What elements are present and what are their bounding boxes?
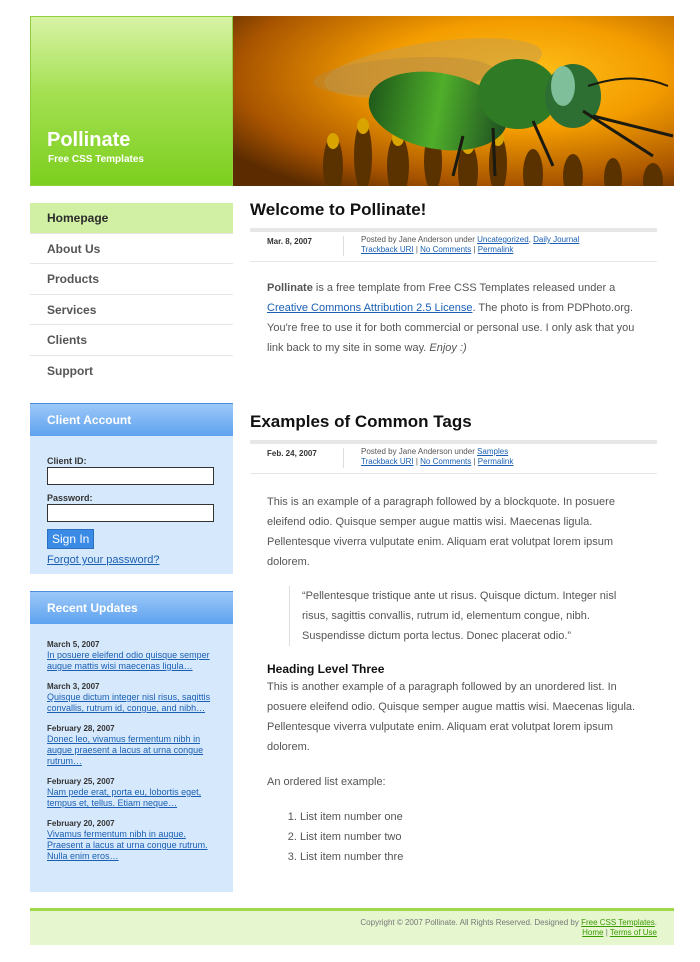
logo-subtitle: Free CSS Templates bbox=[48, 154, 144, 165]
posted-by: Posted by Jane Anderson under bbox=[361, 235, 475, 244]
post-paragraph bbox=[267, 278, 640, 358]
header-bee-photo bbox=[233, 16, 674, 186]
update-item bbox=[47, 724, 216, 767]
post-title[interactable]: Welcome to Pollinate! bbox=[250, 200, 427, 219]
comments-link[interactable]: No Comments bbox=[420, 457, 472, 466]
update-link[interactable]: Vivamus fermentum nibh in augue. Praesent a lacus at urna congue rutrum. Nulla enim eros… bbox=[47, 829, 208, 861]
main-menu bbox=[30, 203, 233, 386]
list-item: 3. List item number thre bbox=[300, 847, 640, 867]
trackback-link[interactable]: Trackback URI bbox=[361, 457, 414, 466]
recent-updates-title: Recent Updates bbox=[30, 591, 233, 624]
enjoy-text: Enjoy :) bbox=[429, 342, 467, 354]
update-item bbox=[47, 777, 216, 809]
paragraph-text: . The photo is from PDPhoto.org. You're free to use it for both commercial or personal use. I only ask that you link back to my site in some way. bbox=[267, 302, 635, 354]
trackback-link[interactable]: Trackback URI bbox=[361, 245, 414, 254]
footer-home-link[interactable]: Home bbox=[582, 928, 604, 937]
post-paragraph: This is an example of a paragraph followed by a blockquote. In posuere eleifend odio. Quisque semper augue mattis wisi. Maecenas ligula. Pellentesque viverra vulputate enim. Aliquam erat volutpat lorem ipsum dolorem. bbox=[267, 496, 615, 568]
client-id-label: Client ID: bbox=[47, 456, 87, 466]
password-label: Password: bbox=[47, 493, 93, 503]
footer-terms-link[interactable]: Terms of Use bbox=[609, 928, 657, 937]
logo-title[interactable]: Pollinate bbox=[47, 129, 131, 151]
menu-item-products[interactable]: Products bbox=[30, 264, 233, 295]
update-link[interactable]: Nam pede erat, porta eu, lobortis eget, tempus et, tellus. Etiam neque… bbox=[47, 787, 202, 808]
update-date: March 5, 2007 bbox=[47, 640, 100, 649]
posted-by: Posted by Jane Anderson under bbox=[361, 447, 475, 456]
footer-line: Copyright © 2007 Pollinate. All Rights Reserved. Designed by Free CSS Templates. bbox=[360, 918, 657, 927]
update-item bbox=[47, 682, 216, 714]
menu-item-homepage[interactable]: Homepage bbox=[30, 203, 233, 234]
update-link[interactable]: Quisque dictum integer nisl risus, sagittis convallis, rutrum id, congue, and nibh… bbox=[47, 692, 211, 713]
copyright-text: Copyright © 2007 Pollinate. All Rights Reserved. Designed by bbox=[360, 918, 579, 927]
logo-block[interactable] bbox=[30, 16, 233, 186]
update-date: February 25, 2007 bbox=[47, 777, 115, 786]
comments-link[interactable]: No Comments bbox=[420, 245, 472, 254]
post bbox=[250, 412, 657, 867]
category-link[interactable]: Uncategorized bbox=[477, 235, 529, 244]
ordered-list bbox=[300, 807, 640, 867]
post-info: Posted by Jane Anderson under Uncategorized, Daily Journal Trackback URI | No Comments | Permalink bbox=[361, 235, 580, 254]
footer bbox=[30, 908, 674, 945]
footer-links: Home | Terms of Use bbox=[582, 928, 657, 937]
header bbox=[30, 16, 674, 186]
menu-item-support[interactable]: Support bbox=[47, 363, 93, 378]
update-item bbox=[47, 640, 216, 672]
menu-item-about-us[interactable]: About Us bbox=[30, 234, 233, 265]
update-link[interactable]: Donec leo, vivamus fermentum nibh in augue praesent a lacus at urna congue rutrum… bbox=[47, 734, 204, 766]
sign-in-button[interactable]: Sign In bbox=[47, 529, 94, 549]
bee-illustration bbox=[233, 16, 674, 186]
heading-level-three: Heading Level Three bbox=[267, 662, 385, 676]
post-meta bbox=[250, 440, 657, 474]
post-date: Feb. 24, 2007 bbox=[267, 449, 317, 458]
recent-updates-box bbox=[30, 591, 233, 892]
designer-link[interactable]: Free CSS Templates bbox=[581, 918, 655, 927]
client-account-box bbox=[30, 403, 233, 574]
update-item bbox=[47, 819, 216, 862]
post-paragraph: This is another example of a paragraph followed by an unordered list. In posuere eleifend odio. Quisque semper augue mattis wisi. Maecenas ligula. Pellentesque viverra vulputate enim. Aliquam erat volutpat lorem ipsum dolorem. bbox=[267, 681, 636, 753]
forgot-password-link[interactable]: Forgot your password? bbox=[47, 554, 160, 566]
menu-item-clients[interactable]: Clients bbox=[30, 325, 233, 356]
meta-divider bbox=[343, 448, 344, 468]
list-item: 2. List item number two bbox=[300, 827, 640, 847]
post bbox=[250, 200, 657, 358]
meta-divider bbox=[343, 236, 344, 256]
post-meta bbox=[250, 228, 657, 262]
update-date: March 3, 2007 bbox=[47, 682, 100, 691]
post-date: Mar. 8, 2007 bbox=[267, 237, 312, 246]
update-date: February 28, 2007 bbox=[47, 724, 115, 733]
menu-item-services[interactable]: Services bbox=[30, 295, 233, 326]
update-date: February 20, 2007 bbox=[47, 819, 115, 828]
main-content bbox=[250, 200, 657, 863]
permalink-link[interactable]: Permalink bbox=[477, 457, 514, 466]
license-link[interactable]: Creative Commons Attribution 2.5 License bbox=[267, 302, 473, 314]
category-link[interactable]: Samples bbox=[477, 447, 509, 456]
client-id-input[interactable] bbox=[47, 467, 214, 485]
post-info: Posted by Jane Anderson under Samples Trackback URI | No Comments | Permalink bbox=[361, 447, 514, 466]
password-input[interactable] bbox=[47, 504, 214, 522]
brand-name: Pollinate bbox=[267, 282, 313, 294]
post-paragraph: An ordered list example: bbox=[267, 776, 386, 788]
paragraph-text: is a free template from Free CSS Templates released under a bbox=[312, 282, 616, 294]
post-entry bbox=[250, 278, 657, 358]
post-title[interactable]: Examples of Common Tags bbox=[250, 412, 472, 431]
blockquote: “Pellentesque tristique ante ut risus. Quisque dictum. Integer nisl risus, sagittis convallis, rutrum id, elementum congue, nibh. Suspendisse dictum porta lectus. Donec placerat odio.” bbox=[289, 586, 640, 646]
list-item: 1. List item number one bbox=[300, 807, 640, 827]
update-link[interactable]: In posuere eleifend odio quisque semper augue mattis wisi maecenas ligula… bbox=[47, 650, 210, 671]
post-entry bbox=[250, 492, 657, 867]
permalink-link[interactable]: Permalink bbox=[477, 245, 514, 254]
category-link[interactable]: Daily Journal bbox=[533, 235, 580, 244]
client-account-title: Client Account bbox=[30, 403, 233, 436]
